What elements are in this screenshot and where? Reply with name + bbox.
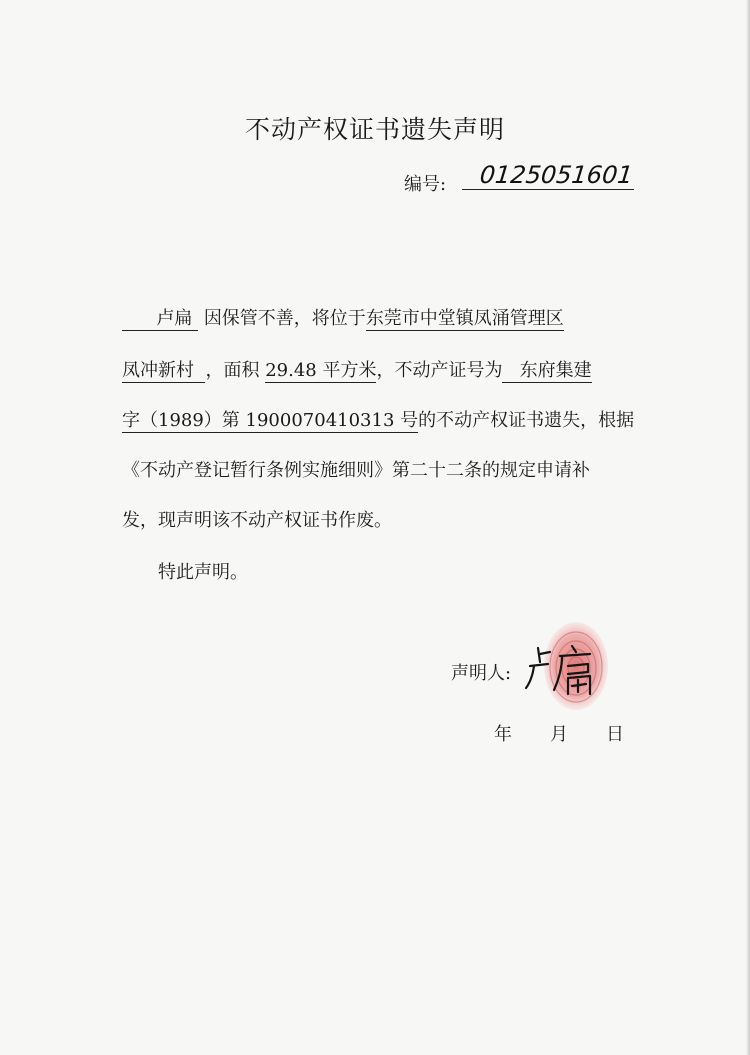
closing-statement: 特此声明。 xyxy=(158,562,248,583)
body-text-4: 的不动产权证书遗失，根据 xyxy=(418,410,635,431)
body-text-1: 因保管不善，将位于 xyxy=(203,308,366,329)
number-underline xyxy=(462,189,634,190)
body-line-2 xyxy=(122,356,592,382)
certificate-number-2: 字（1989）第 1900070410313 号 xyxy=(122,410,419,431)
declarant-name: 卢扁 xyxy=(122,308,198,331)
body-line-4: 《不动产登记暂行条例实施细则》第二十二条的规定申请补 xyxy=(122,460,590,481)
date-month: 月 xyxy=(550,724,568,745)
property-location-1: 东莞市中堂镇凤涌管理区 xyxy=(365,308,564,329)
number-label: 编号: xyxy=(404,174,447,195)
body-text-3: ，不动产证号为 xyxy=(376,360,503,381)
certificate-number-1: 东府集建 xyxy=(502,360,591,383)
property-area: 29.48 平方米 xyxy=(265,360,377,381)
date-row xyxy=(494,720,624,746)
declarant-label: 声明人: xyxy=(451,663,512,684)
date-day: 日 xyxy=(606,724,624,745)
number-value-handwritten: 0125051601 xyxy=(478,161,635,189)
body-line-3 xyxy=(122,406,634,432)
property-location-2: 凤冲新村 xyxy=(122,360,205,383)
body-line-5: 发，现声明该不动产权证书作废。 xyxy=(122,510,392,531)
document-title: 不动产权证书遗失声明 xyxy=(244,115,505,144)
body-text-2: ，面积 xyxy=(205,360,260,381)
handwritten-signature xyxy=(524,640,604,700)
body-line-1 xyxy=(122,304,564,330)
scan-edge-shadow xyxy=(746,0,750,1055)
date-year: 年 xyxy=(494,724,512,745)
